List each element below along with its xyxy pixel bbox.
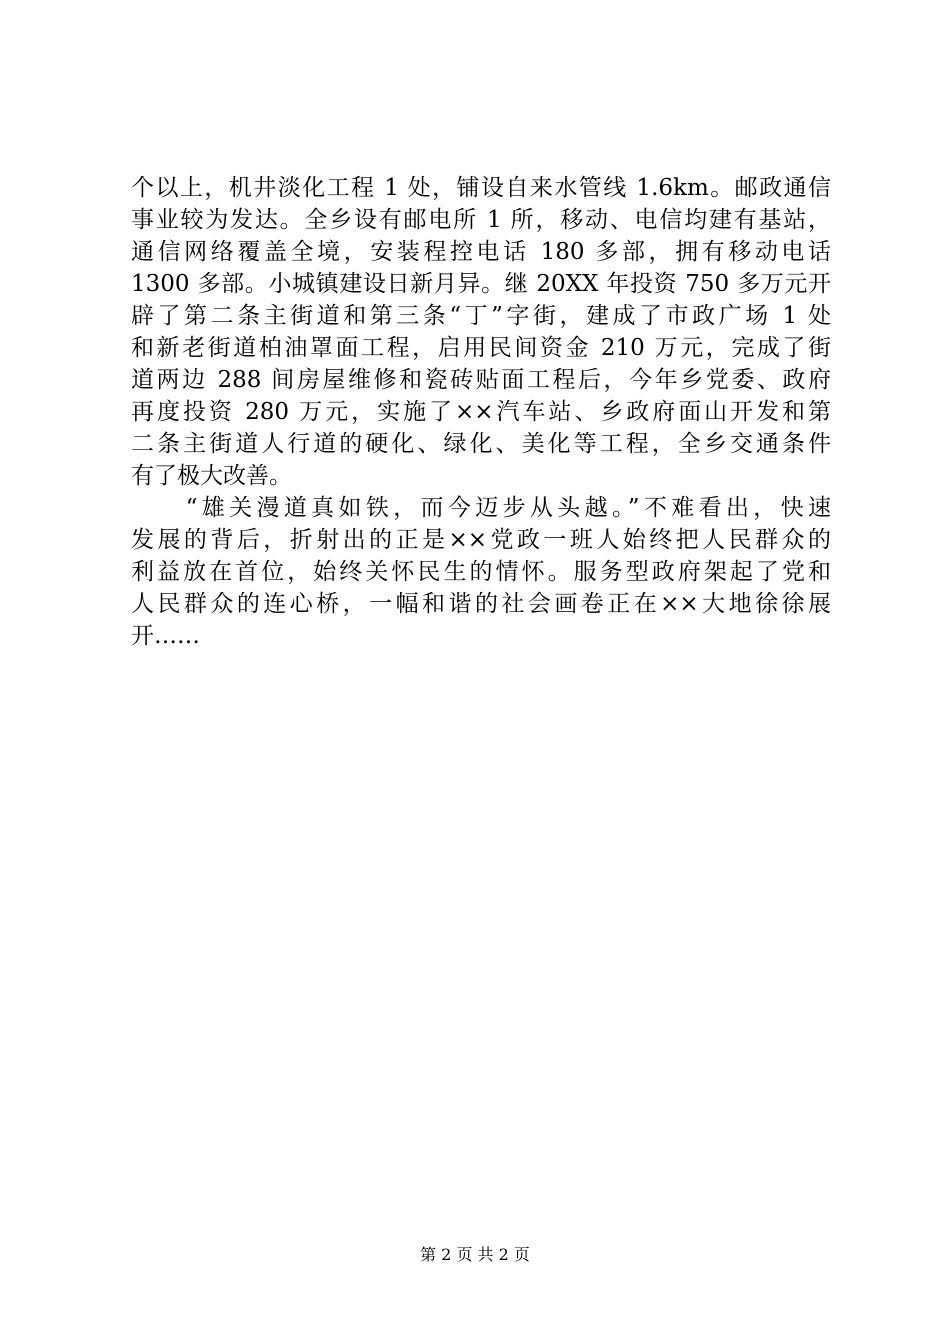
text-line: 通信网络覆盖全境，安装程控电话 180 多部，拥有移动电话 (131, 239, 831, 265)
text-line: 道两边 288 间房屋维修和瓷砖贴面工程后，今年乡党委、政府 (131, 367, 831, 393)
text-line: 有了极大改善。 (131, 463, 292, 489)
page-footer: 第 2 页 共 2 页 (420, 1245, 530, 1264)
text-line: “雄关漫道真如铁，而今迈步从头越。”不难看出，快速 (131, 495, 831, 521)
text-line: 开…… (131, 623, 200, 649)
text-line: 1300 多部。小城镇建设日新月异。继 20XX 年投资 750 多万元开 (131, 271, 831, 297)
text-line: 再度投资 280 万元，实施了××汽车站、乡政府面山开发和第 (131, 399, 831, 425)
text-line: 和新老街道柏油罩面工程，启用民间资金 210 万元，完成了街 (131, 335, 831, 361)
text-line: 发展的背后，折射出的正是××党政一班人始终把人民群众的 (131, 527, 831, 553)
text-line: 利益放在首位，始终关怀民生的情怀。服务型政府架起了党和 (131, 559, 831, 585)
body-text (131, 172, 831, 652)
text-line: 个以上，机井淡化工程 1 处，铺设自来水管线 1.6km。邮政通信 (131, 175, 831, 201)
text-line: 事业较为发达。全乡设有邮电所 1 所，移动、电信均建有基站， (131, 207, 831, 233)
text-line: 人民群众的连心桥，一幅和谐的社会画卷正在××大地徐徐展 (131, 591, 831, 617)
text-line: 二条主街道人行道的硬化、绿化、美化等工程，全乡交通条件 (131, 431, 831, 457)
text-line: 辟了第二条主街道和第三条“丁”字街，建成了市政广场 1 处 (131, 303, 831, 329)
